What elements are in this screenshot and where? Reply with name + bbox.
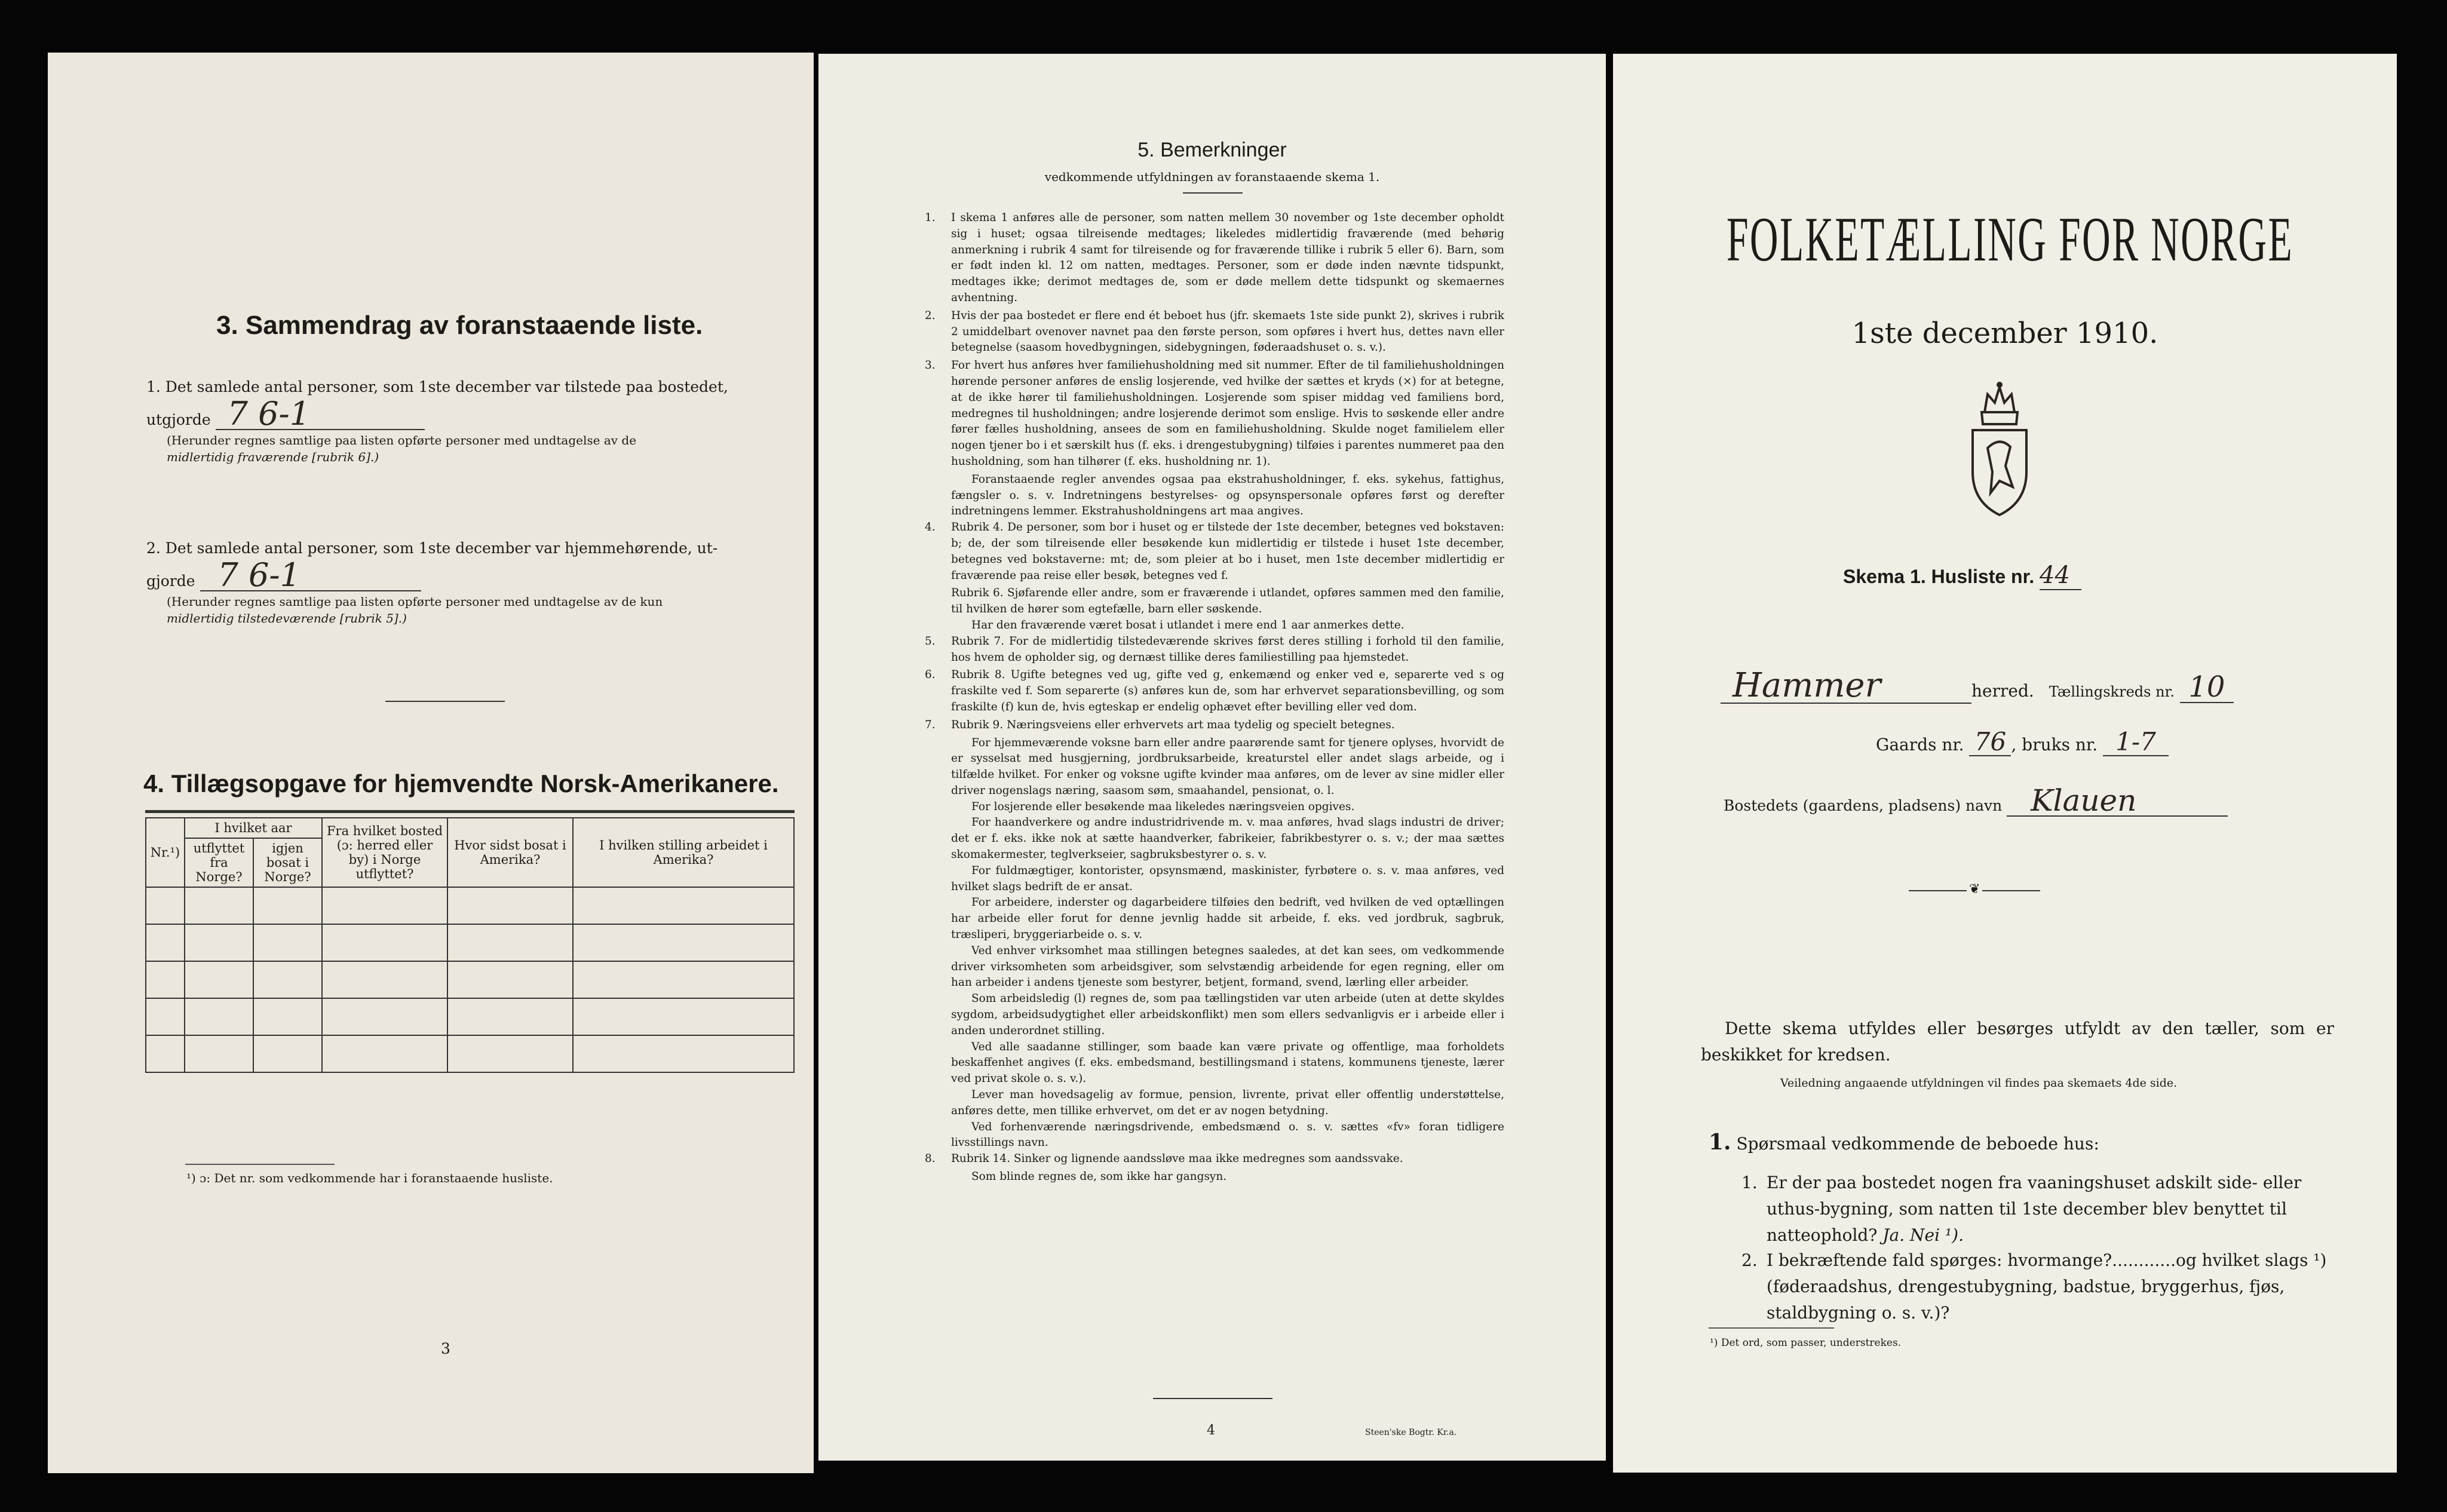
- q1-answer: Ja. Nei ¹).: [1882, 1225, 1964, 1245]
- remark-item: [925, 358, 1504, 470]
- remark-text: Har den fraværende været bosat i utlandet i mere end 1 aar anmerkes dette.: [971, 618, 1405, 631]
- remark-text: For hjemmeværende voksne barn eller andre paarørende samt for tjenere oplyses, hvorvidt de er sysselsat med husgjerning, jordbruksarbeide, kreaturstel eller andet slags arbeide, og i tilfælde hvilket. For enker og voksne ugifte kvinder maa anføres, om de lever av sine midler eller driver nogenslags næring, saasom søm, smaahandel, pensionat, o. l.: [951, 736, 1504, 797]
- item2: [146, 536, 768, 627]
- schema-label: Skema 1. Husliste nr.: [1843, 566, 2035, 587]
- remark-number: [925, 472, 951, 520]
- remark-text: Rubrik 14. Sinker og lignende aandssløve maa ikke medregnes som aandssvake.: [951, 1152, 1403, 1166]
- question-1: 1. Er der paa bostedet nogen fra vaaningshuset adskilt side- eller uthus-bygning, som natten til 1ste december blev benyttet til natteophold? Ja. Nei ¹).: [1741, 1173, 2302, 1245]
- remark-number: [925, 1087, 951, 1120]
- remark-text: Rubrik 7. For de midlertidig tilstedeværende skrives først deres stilling i forhold til den familie, hos hvem de opholder sig, og dernæst tillike deres familiestilling paa hjemstedet.: [951, 634, 1504, 664]
- herred-value: Hammer: [1721, 669, 1971, 704]
- bosted-value: Klauen: [2007, 786, 2228, 817]
- remark-text: For losjerende eller besøkende maa likeledes næringsveien opgives.: [971, 800, 1355, 813]
- footnote: ¹) Det ord, som passer, understrekes.: [1710, 1337, 1902, 1349]
- col-nr: Nr.¹): [146, 818, 185, 887]
- remark-number: [925, 895, 951, 943]
- bottom-rule: [1153, 1398, 1272, 1399]
- remark-item: [925, 895, 1504, 943]
- census-date: 1ste december 1910.: [1851, 317, 2158, 350]
- remark-item: [925, 618, 1504, 634]
- remark-number: [925, 1039, 951, 1087]
- remark-text: Som blinde regnes de, som ikke har gangsyn.: [971, 1170, 1227, 1183]
- section4-title: 4. Tillægsopgave for hjemvendte Norsk-Amerikanere.: [143, 769, 779, 798]
- remark-item: [925, 1120, 1504, 1152]
- remark-item: [925, 717, 1504, 734]
- remark-text: Hvis der paa bostedet er flere end ét beboet hus (jfr. skemaets 1ste side punkt 2), skrives i rubrik 2 umiddelbart ovenover navnet paa den første person, som opføres i hvert hus, dettes navn eller betegnelse (saasom hovedbygningen, sidebygningen, føderaadshuset o. s. v.).: [951, 309, 1504, 354]
- page-right: [1613, 54, 2397, 1473]
- herred-label: herred.: [1971, 681, 2034, 701]
- coat-of-arms-icon: [1958, 376, 2041, 520]
- remark-item: [925, 520, 1504, 584]
- remark-item: [925, 667, 1504, 715]
- col-returned: igjen bosat i Norge?: [253, 838, 322, 887]
- remark-item: [925, 1087, 1504, 1120]
- bruks-value: 1-7: [2103, 729, 2169, 756]
- norsk-amerikanere-table: [145, 817, 795, 1073]
- table-rule: [145, 810, 795, 813]
- page-middle: [818, 54, 1606, 1461]
- remark-number: [925, 585, 951, 618]
- table-row: [146, 998, 794, 1035]
- remarks-title: 5. Bemerkninger: [1137, 139, 1287, 161]
- item1: [146, 375, 768, 465]
- remark-text: Ved forhenværende næringsdrivende, embedsmænd o. s. v. sættes «fv» foran tidligere livsstillings navn.: [951, 1120, 1504, 1149]
- remark-text: For hvert hus anføres hver familiehusholdning med sit nummer. Efter de til familiehusholdningen hørende personer anføres de enslig losjerende, ved hvilke der sættes et kryds (×) for at betegne, at de ikke hører til familiehusholdningen. Losjerende som spiser middag ved familiens bord, medregnes til husholdningen; andre losjerende derimot som enslige. Hvis to søskende eller andre fører fælles husholdning, ansees de som en familiehusholdning. Skulde noget familielem eller nogen tjener bo i et særskilt hus (f. eks. i drengestubygning) tilføies i parentes nummeret paa den husholdning, som han tilhører (f. eks. husholdning nr. 1).: [951, 359, 1504, 468]
- col-from-where: Fra hvilket bosted (ɔ: herred eller by) i Norge utflyttet?: [322, 818, 447, 887]
- table-row: [146, 1035, 794, 1072]
- remark-number: 1.: [925, 211, 936, 224]
- gaards-value: 76: [1969, 729, 2011, 756]
- remark-number: [925, 991, 951, 1039]
- remark-number: 2.: [925, 309, 936, 322]
- remark-item: [925, 991, 1504, 1039]
- remark-number: 5.: [925, 634, 936, 648]
- remark-text: For haandverkere og andre industridrivende m. v. maa anføres, hvad slags industri de driver; det er f. eks. ikke nok at sætte haandverker, fabrikeier, fabrikbestyrer o. s. v.; der maa sættes skomakermester, teglverkseier, sagbruksbestyrer o. s. v.: [951, 816, 1504, 861]
- remark-item: [925, 472, 1504, 520]
- bruks-label: bruks nr.: [2022, 735, 2098, 755]
- remark-item: [925, 308, 1504, 356]
- footnote-rule: [185, 1164, 335, 1165]
- remark-text: For arbeidere, inderster og dagarbeidere tilføies den bedrift, ved hvilken de ved optællingen har arbeide eller forut for denne jevnlig hadde sit arbeide, f. eks. ved jordbruk, sagbruk, træsliperi, bryggeriarbeide o. s. v.: [951, 896, 1504, 941]
- footnote: ¹) ɔ: Det nr. som vedkommende har i foranstaaende husliste.: [186, 1171, 553, 1185]
- remark-item: [925, 863, 1504, 895]
- col-last-lived: Hvor sidst bosat i Amerika?: [447, 818, 573, 887]
- schema-line: [1843, 562, 2081, 590]
- table-row: [146, 961, 794, 998]
- remark-number: [925, 735, 951, 799]
- remark-number: [925, 815, 951, 863]
- item1-prefix: utgjorde: [146, 411, 211, 428]
- guide-text: Veiledning angaaende utfyldningen vil findes paa skemaets 4de side.: [1780, 1077, 2178, 1090]
- remark-number: 8.: [925, 1152, 936, 1166]
- divider: [385, 701, 505, 702]
- table-row: [146, 924, 794, 961]
- remarks-subtitle: vedkommende utfyldningen av foranstaaende skema 1.: [1044, 170, 1380, 184]
- remark-text: For fuldmægtiger, kontorister, opsynsmænd, maskinister, fyrbøtere o. s. v. maa anføres, ved hvilket slags bedrift de er ansat.: [951, 864, 1504, 893]
- col-group-year: I hvilket aar: [185, 818, 322, 838]
- remark-number: 3.: [925, 359, 936, 372]
- remark-text: Ved alle saadanne stillinger, som baade kan være private og offentlige, maa forholdets beskaffenhet angives (f. eks. embedsmand, bestillingsmand i statens, kommunens tjeneste, lærer ved privat skole o. s. v.).: [951, 1040, 1504, 1085]
- remark-item: [925, 634, 1504, 666]
- remark-text: Rubrik 9. Næringsveiens eller erhvervets art maa tydelig og specielt betegnes.: [951, 718, 1395, 731]
- remark-item: [925, 735, 1504, 799]
- main-title: FOLKETÆLLING FOR NORGE: [1727, 204, 2294, 274]
- remark-item: [925, 1169, 1504, 1185]
- remark-number: [925, 943, 951, 991]
- item2-text: 2. Det samlede antal personer, som 1ste december var hjemmehørende, ut-: [146, 539, 718, 557]
- question-2: 2. I bekræftende fald spørges: hvormange?............og hvilket slags ¹) (føderaadshus, drengestubygning, badstue, bryggerhus, fjøs, staldbygning o. s. v.)?: [1741, 1247, 2333, 1326]
- remark-number: [925, 1120, 951, 1152]
- remark-number: 7.: [925, 718, 936, 731]
- printer-mark: Steen'ske Bogtr. Kr.a.: [1365, 1428, 1457, 1437]
- remark-item: [925, 799, 1504, 815]
- herred-line: [1721, 666, 2318, 705]
- remark-item: [925, 815, 1504, 863]
- remark-number: [925, 618, 951, 634]
- page-number: 4: [1207, 1423, 1215, 1438]
- remarks-list: [925, 210, 1504, 1185]
- item2-prefix: gjorde: [146, 572, 195, 590]
- remark-item: [925, 1151, 1504, 1167]
- col-emigrated: utflyttet fra Norge?: [185, 838, 253, 887]
- remark-text: Som arbeidsledig (l) regnes de, som paa tællingstiden var uten arbeide (uten at dette skyldes sygdom, arbeidsudygtighet eller arbeidskonflikt) men som ellers sedvanligvis er i arbeide eller i anden underordnet stilling.: [951, 992, 1504, 1037]
- bosted-label: Bostedets (gaardens, pladsens) navn: [1724, 797, 2003, 814]
- col-position: I hvilken stilling arbeidet i Amerika?: [573, 818, 794, 887]
- gaards-line: Gaards nr. 76 , bruks nr. 1-7: [1876, 729, 2169, 758]
- page-number: 3: [441, 1340, 450, 1357]
- q2-text: I bekræftende fald spørges: hvormange?............og hvilket slags ¹) (føderaadshus, drengestubygning, badstue, bryggerhus, fjøs, staldbygning o. s. v.)?: [1767, 1250, 2327, 1323]
- ornament-icon: ❦: [1967, 882, 1982, 897]
- remark-text: Lever man hovedsagelig av formue, pension, livrente, privat eller offentlig understøttelse, anføres dette, men tillike erhvervet, om det er av nogen betydning.: [951, 1088, 1504, 1117]
- item1-note: (Herunder regnes samtlige paa listen opførte personer med undtagelse av de midlertidig fraværende [rubrik 6].): [167, 433, 637, 464]
- remark-item: [925, 1039, 1504, 1087]
- remark-item: [925, 210, 1504, 306]
- questions-heading: [1709, 1129, 2099, 1157]
- q1-text: Er der paa bostedet nogen fra vaaningshuset adskilt side- eller uthus-bygning, som natten til 1ste december blev benyttet til natteophold?: [1767, 1173, 2302, 1245]
- kreds-value: 10: [2180, 672, 2234, 703]
- kreds-label: Tællingskreds nr.: [2049, 683, 2175, 700]
- footnote-rule: [1709, 1327, 1834, 1329]
- remark-text: Rubrik 6. Sjøfarende eller andre, som er fraværende i utlandet, opføres sammen med den familie, til hvilken de hører som egtefælle, barn eller søskende.: [951, 587, 1504, 616]
- remark-number: [925, 863, 951, 895]
- item1-text: 1. Det samlede antal personer, som 1ste december var tilstede paa bostedet,: [146, 378, 728, 395]
- remark-text: Rubrik 4. De personer, som bor i huset og er tilstede der 1ste december, betegnes ved bokstaven: b; de, der som tilreisende eller besøkende kun midlertidig er tilstede i huset 1ste december, betegnes ved bokstaverne: mt; de, som pleier at bo i huset, men 1ste december midlertidig er fraværende paa reise eller besøk, betegnes ved f.: [951, 521, 1504, 582]
- item2-value: 7 6-1: [200, 560, 421, 591]
- remark-text: Rubrik 8. Ugifte betegnes ved ug, gifte ved g, enkemænd og enker ved e, separerte ved s og fraskilte ved f. Som separerte (s) anføres kun de, som har erhvervet separationsbevilling, og som fraskilte (f) kun de, hvis egteskap er endelig ophævet efter bevilling eller ved dom.: [951, 668, 1504, 713]
- remark-item: [925, 943, 1504, 991]
- gaards-label: Gaards nr.: [1876, 735, 1964, 755]
- table-row: [146, 887, 794, 924]
- q-title: Spørsmaal vedkommende de beboede hus:: [1736, 1134, 2099, 1154]
- info-text: Dette skema utfyldes eller besørges utfyldt av den tæller, som er beskikket for kredsen.: [1701, 1019, 2334, 1065]
- remark-number: 4.: [925, 521, 936, 534]
- remark-number: [925, 1169, 951, 1185]
- remark-number: [925, 799, 951, 815]
- item2-note: (Herunder regnes samtlige paa listen opførte personer med undtagelse av de kun midlertidig tilstedeværende [rubrik 5].): [167, 594, 663, 625]
- section3-title: 3. Sammendrag av foranstaaende liste.: [216, 311, 703, 340]
- q-title-num: 1.: [1709, 1130, 1731, 1155]
- bosted-line: [1724, 783, 2228, 819]
- title-rule: [1183, 192, 1243, 194]
- page-left: [48, 53, 814, 1473]
- remark-text: Foranstaaende regler anvendes ogsaa paa ekstrahusholdninger, f. eks. sykehus, fattighus, fængsler o. s. v. Indretningens bestyrelses- og opsynspersonale opføres først og derefter indretningens lemmer. Ekstrahusholdningens art maa angives.: [951, 473, 1504, 518]
- remark-item: [925, 585, 1504, 618]
- remark-number: 6.: [925, 668, 936, 682]
- remark-text: Ved enhver virksomhet maa stillingen betegnes saaledes, at det kan sees, om vedkommende driver virksomheten som arbeidsgiver, som selvstændig arbeidende for egen regning, eller om han arbeider i andens tjeneste som bestyrer, betjent, formand, svend, lærling eller arbeider.: [951, 944, 1504, 989]
- item1-value: 7 6-1: [216, 399, 425, 430]
- husliste-number: 44: [2040, 562, 2081, 590]
- remark-text: I skema 1 anføres alle de personer, som natten mellem 30 november og 1ste december opholdt sig i huset; ogsaa tilreisende medtages; likeledes midlertidig fraværende (med behørig anmerkning i rubrik 4 samt for tilreisende og for fraværende tillike i rubrik 5 eller 6). Barn, som er født inden kl. 12 om natten, medtages. Personer, som er døde inden nævnte tidspunkt, medtages ikke; derimot medtages de, som er døde mellem dette tidspunkt og skemaernes avhentning.: [951, 211, 1504, 304]
